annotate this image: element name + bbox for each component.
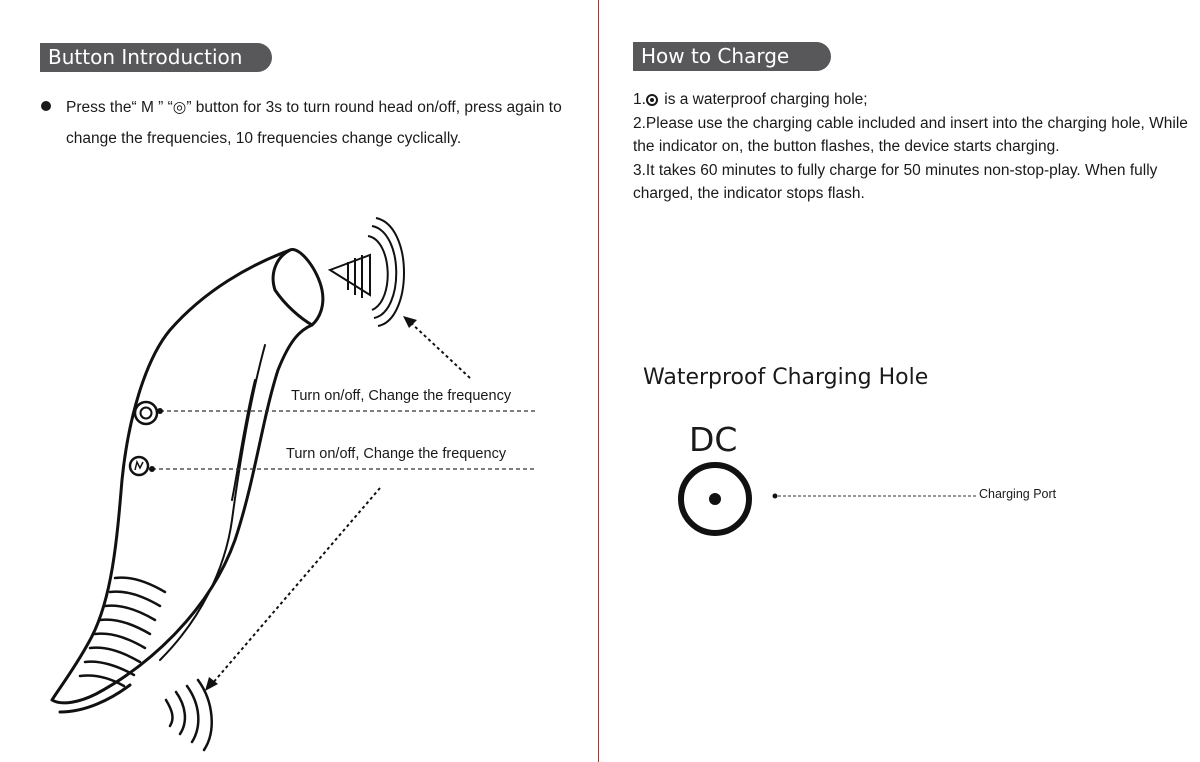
button-instructions: Press the“ M ” “◎” button for 3s to turn round head on/off, press again to change the frequencies, 10 frequencies change cyclically. <box>66 99 562 147</box>
step-1-text: is a waterproof charging hole; <box>659 91 868 108</box>
dc-label: DC <box>689 420 738 459</box>
step-2: 2.Please use the charging cable included and insert into the charging hole, While the indicator on, the button flashes, the device starts charging. <box>633 115 1188 155</box>
how-to-charge-heading: How to Charge <box>633 42 831 71</box>
waterproof-hole-title: Waterproof Charging Hole <box>643 365 929 390</box>
callout-power-button: Turn on/off, Change the frequency <box>291 388 512 404</box>
callout-mode-button: Turn on/off, Change the frequency <box>286 446 507 462</box>
charging-port-label: Charging Port <box>979 487 1057 501</box>
button-introduction-heading: Button Introduction <box>40 43 272 72</box>
charging-port-icon <box>681 465 749 533</box>
step-3: 3.It takes 60 minutes to fully charge for 50 minutes non-stop-play. When fully charged, the indicator stops flash. <box>633 162 1158 202</box>
step-1-number: 1. <box>633 91 646 108</box>
